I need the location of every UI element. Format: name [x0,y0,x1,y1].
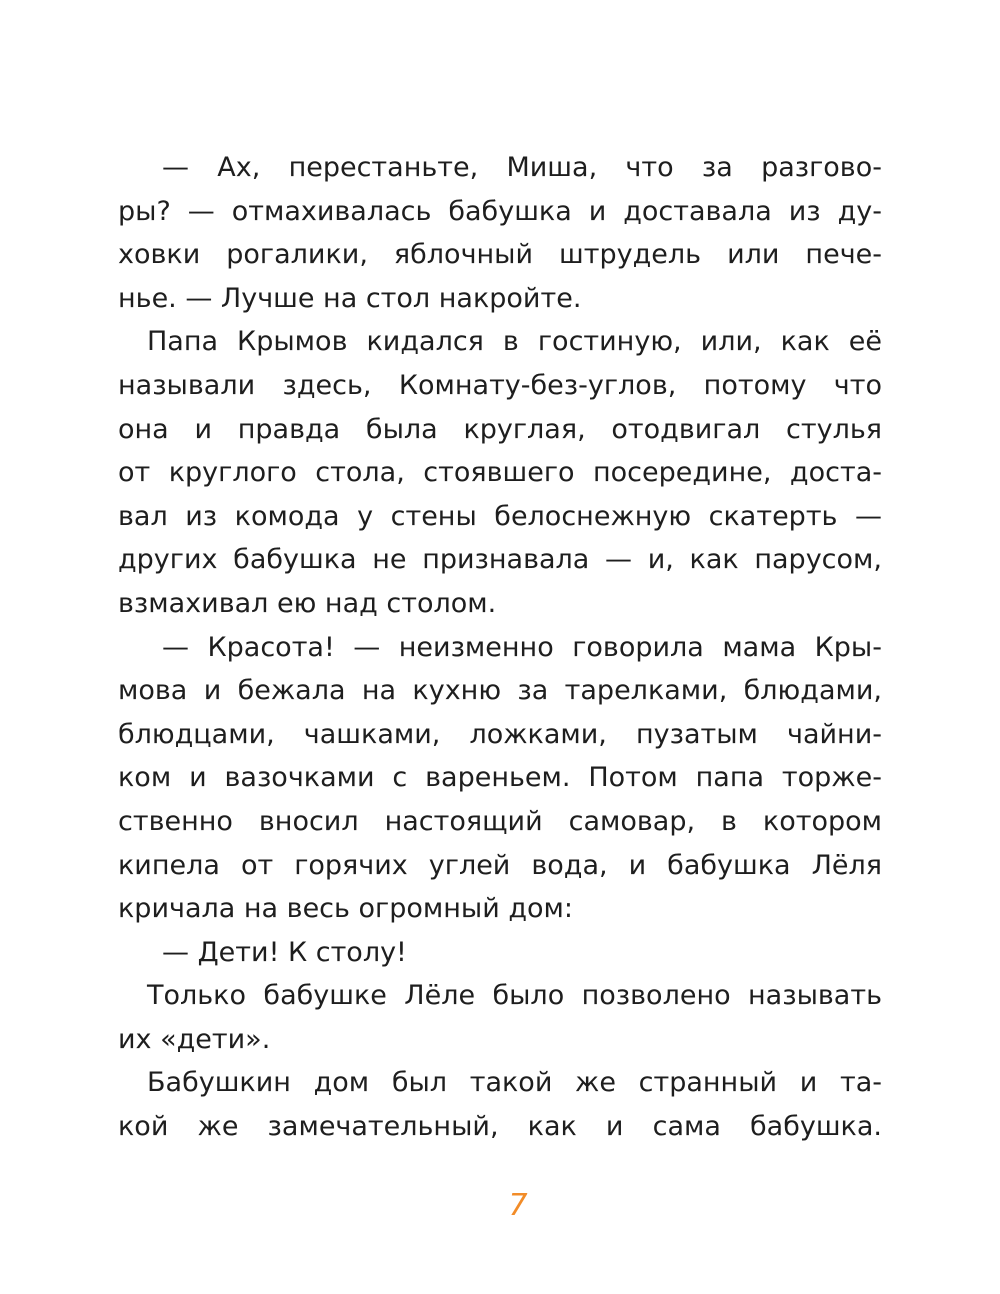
text-line: нье. — Лучше на стол накройте. [118,282,582,314]
text-line: — Дети! К столу! [162,936,407,968]
text-line: Только бабушке Лёле было позволено называть [147,980,882,1012]
text-line: кой же замечательный, как и сама бабушка. [118,1111,882,1143]
text-line: она и правда была круглая, отодвигал стулья [118,413,882,445]
text-line: называли здесь, Комнату-без-углов, потому что [118,369,882,401]
text-line: блюдцами, чашками, ложками, пузатым чайни- [118,718,882,750]
text-line: ственно вносил настоящий самовар, в котором [118,805,882,837]
text-line: Бабушкин дом был такой же странный и та- [147,1067,882,1099]
text-line: ховки рогалики, яблочный штрудель или пече- [118,239,882,271]
text-line: ры? — отмахивалась бабушка и доставала из ду- [118,195,882,227]
text-line: мова и бежала на кухню за тарелками, блюдами, [118,675,882,707]
text-line: Папа Крымов кидался в гостиную, или, как её [147,326,882,358]
text-line: других бабушка не признавала — и, как парусом, [118,544,882,576]
text-line: кричала на весь огромный дом: [118,893,574,925]
text-line: взмахивал ею над столом. [118,587,497,619]
body-text [118,146,882,1149]
text-line: ком и вазочками с вареньем. Потом папа торже- [118,762,882,794]
text-line: от круглого стола, стоявшего посередине, доста- [118,457,882,489]
text-line: — Ах, перестаньте, Миша, что за разгово- [162,152,882,183]
text-line: их «дети». [118,1023,271,1055]
text-line: — Красота! — неизменно говорила мама Кры- [162,631,882,663]
text-line: вал из комода у стены белоснежную скатерть — [118,500,882,532]
page-number: 7 [508,1188,528,1223]
text-line: кипела от горячих углей вода, и бабушка Лёля [118,849,882,881]
